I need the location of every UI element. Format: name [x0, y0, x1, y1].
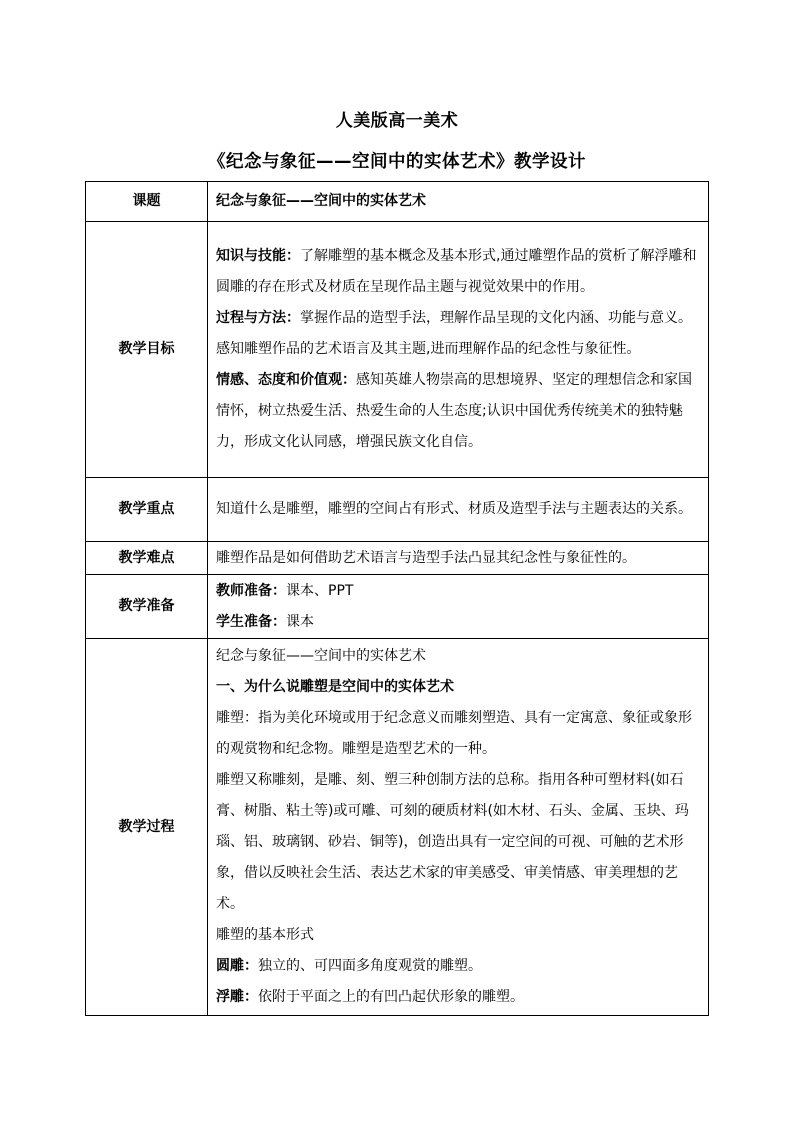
- goal-process-text: 掌握作品的造型手法，理解作品呈现的文化内涵、功能与意义。感知雕塑作品的艺术语言及其主题,进而理解作品的纪念性与象征性。: [216, 310, 692, 357]
- process-line1: 纪念与象征——空间中的实体艺术: [216, 648, 426, 664]
- table-row-key-points: [86, 478, 709, 542]
- process-para2: 雕塑又称雕刻，是雕、刻、塑三种创制方法的总称。指用各种可塑材料(如石膏、树脂、粘土等)或可雕、可刻的硬质材料(如木材、石头、金属、玉块、玛瑙、铝、玻璃钢、砂岩、铜等)，创造出具有一定空间的可视、可触的艺术形象，借以反映社会生活、表达艺术家的审美感受、审美情感、审美理想的艺术。: [216, 772, 689, 912]
- label-difficulties: 教学难点: [86, 542, 208, 575]
- process-round-text: 独立的、可四面多角度观赏的雕塑。: [258, 958, 482, 974]
- value-preparation: [208, 575, 709, 639]
- label-preparation: 教学准备: [86, 575, 208, 639]
- prep-student-text: 课本: [286, 613, 314, 630]
- process-heading: 一、为什么说雕塑是空间中的实体艺术: [216, 679, 454, 695]
- table-row-preparation: [86, 575, 709, 639]
- prep-student-key: 学生准备：: [216, 613, 286, 630]
- table-row-goals: [86, 222, 709, 478]
- prep-teacher: [216, 576, 702, 607]
- goal-emotion-text: 感知英雄人物崇高的思想境界、坚定的理想信念和家国情怀，树立热爱生活、热爱生命的人生态度;认识中国优秀传统美术的独特魅力，形成文化认同感，增强民族文化自信。: [216, 372, 692, 450]
- prep-student: [216, 607, 702, 638]
- label-topic: 课题: [86, 182, 208, 222]
- value-goals: [208, 222, 709, 478]
- process-round-key: 圆雕：: [216, 958, 258, 974]
- process-relief: [216, 982, 702, 1013]
- goal-emotion: [216, 365, 702, 458]
- process-para1: 雕塑：指为美化环境或用于纪念意义而雕刻塑造、具有一定寓意、象征或象形的观赏物和纪念物。雕塑是造型艺术的一种。: [216, 710, 692, 757]
- prep-teacher-text: 课本、PPT: [286, 582, 354, 599]
- document-subtitle: 《纪念与象征——空间中的实体艺术》教学设计: [208, 152, 586, 172]
- table-row-difficulties: [86, 542, 709, 575]
- value-process: [208, 639, 709, 1016]
- prep-teacher-key: 教师准备：: [216, 582, 286, 599]
- document-title: 人美版高一美术: [335, 111, 459, 131]
- process-round: [216, 951, 702, 982]
- process-forms-title: 雕塑的基本形式: [216, 927, 314, 943]
- value-difficulties: 雕塑作品是如何借助艺术语言与造型手法凸显其纪念性与象征性的。: [208, 542, 709, 575]
- value-topic: 纪念与象征——空间中的实体艺术: [208, 182, 709, 222]
- process-relief-key: 浮雕：: [216, 989, 258, 1005]
- value-key-points: 知道什么是雕塑，雕塑的空间占有形式、材质及造型手法与主题表达的关系。: [208, 478, 709, 542]
- goal-process-key: 过程与方法：: [216, 310, 300, 326]
- goal-process: [216, 303, 702, 365]
- goal-knowledge-text: 了解雕塑的基本概念及基本形式,通过雕塑作品的赏析了解浮雕和圆雕的存在形式及材质在呈现作品主题与视觉效果中的作用。: [216, 248, 697, 295]
- goal-knowledge: [216, 241, 702, 303]
- process-relief-text: 依附于平面之上的有凹凸起伏形象的雕塑。: [258, 989, 524, 1005]
- table-row-topic: [86, 182, 709, 222]
- goal-knowledge-key: 知识与技能：: [216, 248, 300, 264]
- table-row-process: [86, 639, 709, 1016]
- goal-emotion-key: 情感、态度和价值观：: [216, 372, 356, 388]
- label-goals: 教学目标: [86, 222, 208, 478]
- label-process: 教学过程: [86, 639, 208, 1016]
- lesson-plan-table: [85, 181, 709, 1016]
- label-key-points: 教学重点: [86, 478, 208, 542]
